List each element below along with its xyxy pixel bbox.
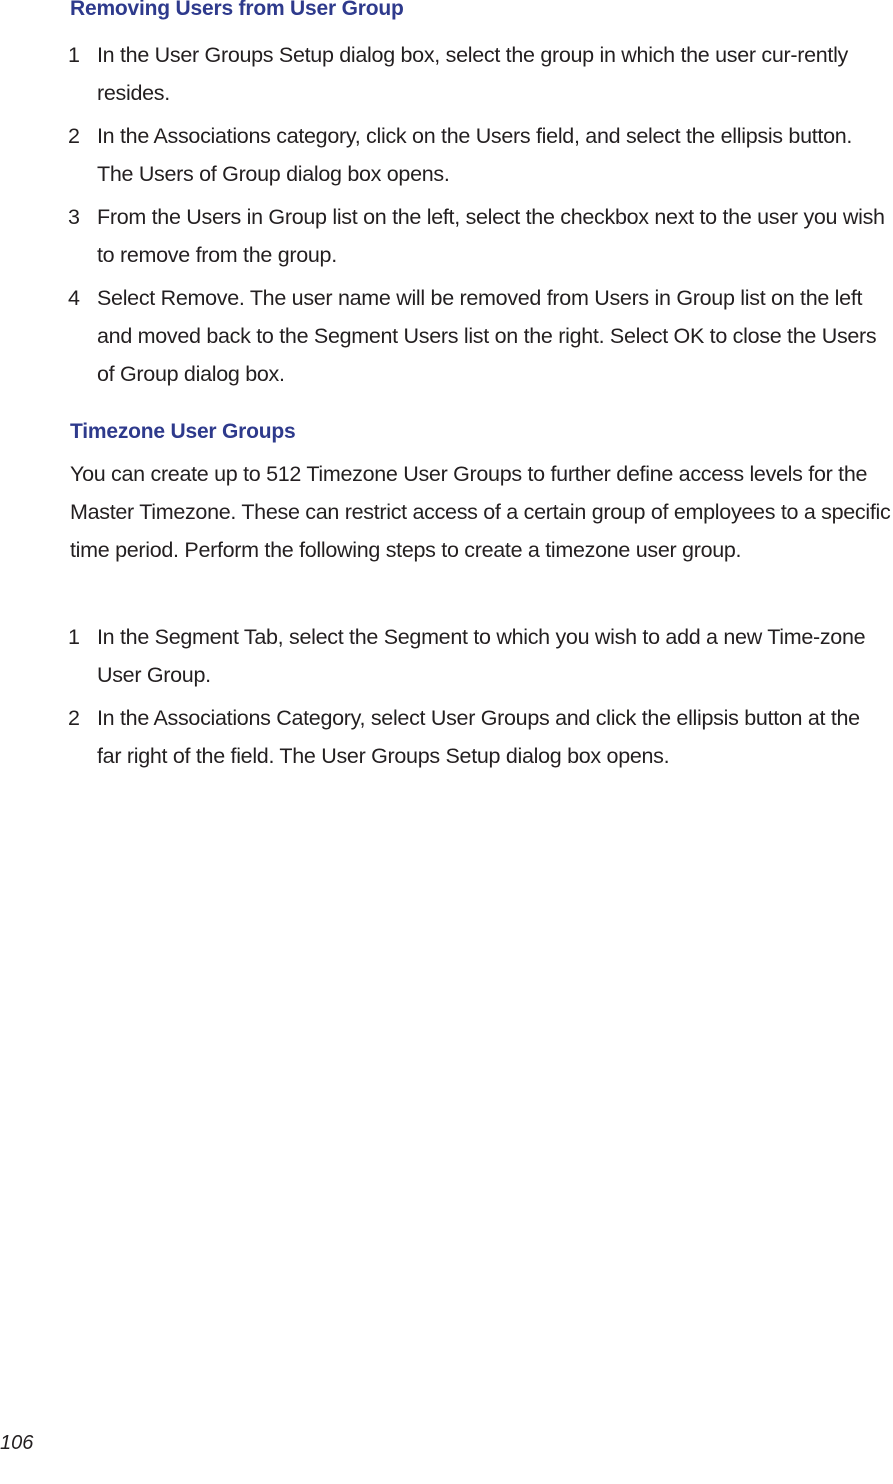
step-item bbox=[0, 198, 893, 274]
step-number: 1 bbox=[68, 625, 80, 649]
step-text: Select Remove. The user name will be removed from Users in Group list on the left and moved back to the Segment Users list on the right. Select OK to close the Users of Group dialog box. bbox=[97, 286, 877, 386]
removing-users-steps-list bbox=[0, 36, 893, 398]
step-text: In the Associations category, click on the Users field, and select the ellipsis button. The Users of Group dialog box opens. bbox=[97, 124, 853, 186]
step-item bbox=[0, 618, 893, 694]
timezone-steps-list bbox=[0, 618, 893, 780]
section-heading-removing-users: Removing Users from User Group bbox=[70, 0, 404, 20]
step-number: 1 bbox=[68, 43, 80, 67]
page-number: 106 bbox=[0, 1432, 34, 1454]
step-number: 2 bbox=[68, 124, 80, 148]
step-item bbox=[0, 699, 893, 775]
step-item bbox=[0, 36, 893, 112]
section-heading-timezone-user-groups: Timezone User Groups bbox=[70, 420, 296, 443]
step-text: In the Segment Tab, select the Segment to which you wish to add a new Time-zone User Group. bbox=[97, 625, 866, 687]
step-number: 3 bbox=[68, 205, 80, 229]
step-item bbox=[0, 117, 893, 193]
step-text: In the User Groups Setup dialog box, select the group in which the user cur-rently resides. bbox=[97, 43, 849, 105]
timezone-intro-paragraph: You can create up to 512 Timezone User Groups to further define access levels for the Master Timezone. These can restrict access of a certain group of employees to a specific time period. Perform the following steps to create a timezone user group. bbox=[70, 462, 891, 562]
step-number: 2 bbox=[68, 706, 80, 730]
step-text: In the Associations Category, select User Groups and click the ellipsis button at the far right of the field. The User Groups Setup dialog box opens. bbox=[97, 706, 860, 768]
step-item bbox=[0, 279, 893, 393]
step-text: From the Users in Group list on the left, select the checkbox next to the user you wish to remove from the group. bbox=[97, 205, 885, 267]
step-number: 4 bbox=[68, 286, 80, 310]
